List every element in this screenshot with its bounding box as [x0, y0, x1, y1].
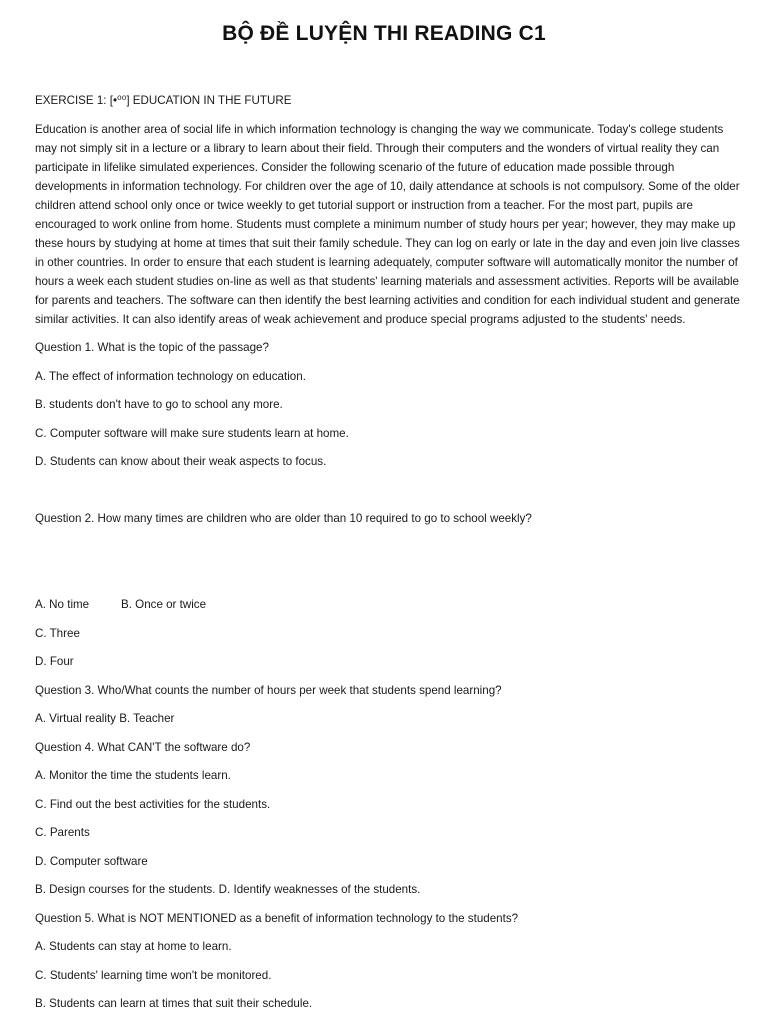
q5-option-b: B. Students can learn at times that suit their schedule. [35, 997, 313, 1010]
q3-options-ab: A. Virtual reality B. Teacher [35, 712, 175, 725]
q1-option-c: C. Computer software will make sure students learn at home. [35, 426, 349, 440]
question-3: Question 3. Who/What counts the number of hours per week that students spend learning? [35, 683, 502, 697]
q2-option-b: B. Once or twice [121, 598, 207, 611]
q3-option-d: D. Computer software [35, 854, 148, 868]
q4-option-a: A. Monitor the time the students learn. [35, 769, 231, 782]
q1-option-d: D. Students can know about their weak aspects to focus. [35, 455, 327, 468]
document-content [35, 91, 747, 1023]
q4-options-bd: B. Design courses for the students. D. Identify weaknesses of the students. [35, 883, 421, 896]
page-title: BỘ ĐỀ LUYỆN THI READING C1 [222, 22, 546, 45]
exercise-heading: EXERCISE 1: [•⁰⁰] EDUCATION IN THE FUTURE [35, 94, 292, 107]
question-4: Question 4. What CAN'T the software do? [35, 740, 251, 754]
q2-options-row [35, 595, 747, 614]
question-5: Question 5. What is NOT MENTIONED as a benefit of information technology to the students? [35, 911, 519, 925]
q4-option-c: C. Find out the best activities for the students. [35, 797, 271, 811]
q1-option-a: A. The effect of information technology on education. [35, 369, 306, 383]
q5-option-c: C. Students' learning time won't be monitored. [35, 968, 272, 982]
question-1: Question 1. What is the topic of the passage? [35, 341, 269, 354]
q2-option-a: A. No time [35, 598, 90, 611]
q2-option-d: D. Four [35, 655, 74, 668]
reading-passage: Education is another area of social life in which information technology is changing the way we communicate. Today's college students may not simply sit in a lecture or a library to learn about their field. Through their computers and the wonders of virtual reality they can participate in lifelike simulated experiences. Consider the following scenario of the future of education made possible through developments in information technology. For children over the age of 10, daily attendance at schools is not compulsory. Some of the older children attend school only once or twice weekly to get tutorial support or instruction from a teacher. For the most part, pupils are encouraged to work online from home. Students must complete a minimum number of study hours per year; however, they may make up these hours by studying at home at times that suit their family schedule. They can log on early or late in the day and even join live classes in other countries. In order to ensure that each student is learning adequately, computer software will automatically monitor the number of hours a week each student studies on-line as well as that students' learning materials and assessment activities. Reports will be available for parents and teachers. The software can then identify the best learning activities and condition for each individual student and generate similar activities. It can also identify areas of weak achievement and produce special programs adjusted to the students' needs. [35, 123, 740, 326]
q5-option-a: A. Students can stay at home to learn. [35, 940, 232, 953]
q1-option-b: B. students don't have to go to school any more. [35, 398, 283, 411]
question-2: Question 2. How many times are children who are older than 10 required to go to school weekly? [35, 512, 532, 525]
q2-option-c: C. Three [35, 626, 80, 640]
q3-option-c: C. Parents [35, 826, 90, 839]
